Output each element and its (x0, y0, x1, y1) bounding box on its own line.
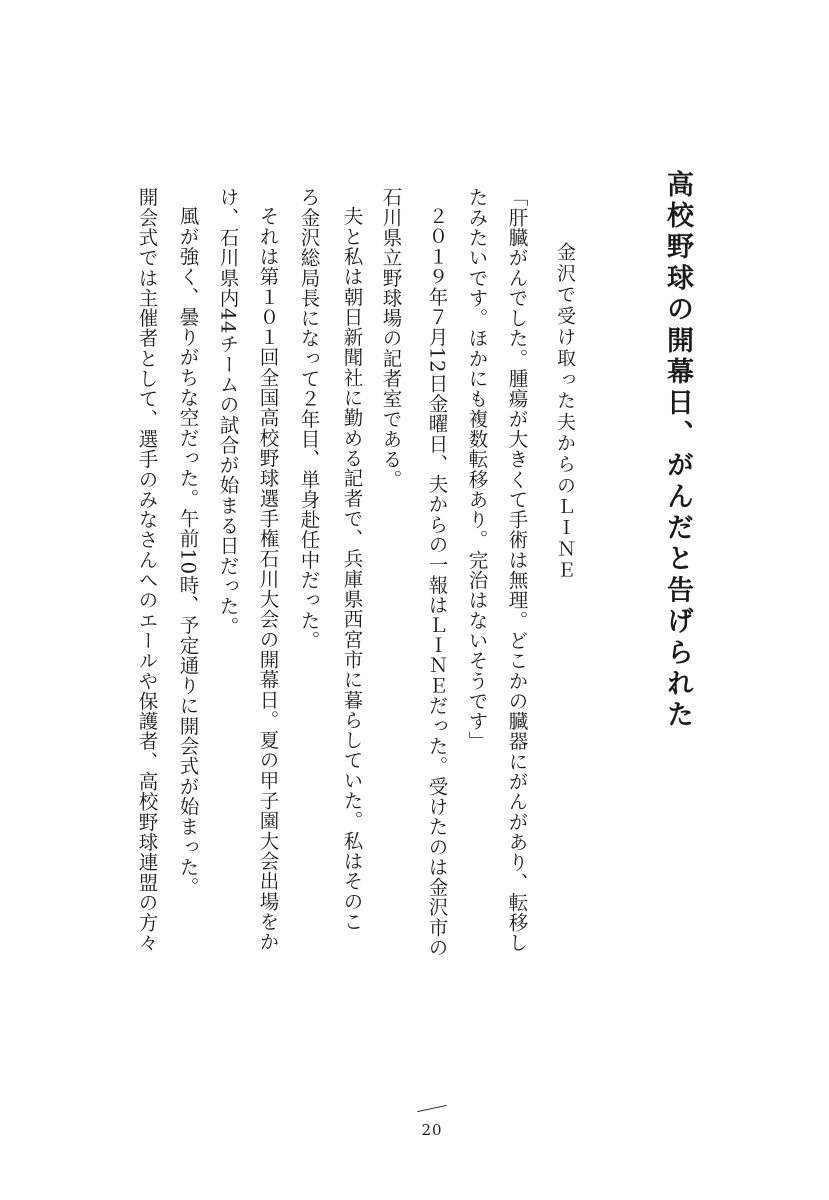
body-line: け、石川県内44チームの試合が始まる日だった。 (216, 187, 240, 637)
page-number: 20 (421, 1121, 443, 1139)
page-number-divider (417, 1105, 447, 1112)
chapter-title: 高校野球の開幕日、がんだと告げられた (662, 170, 693, 732)
body-line: たみたいです。ほかにも複数転移あり。完治はないそうです」 (465, 187, 489, 752)
body-line: ２０１９年７月12日金曜日、夫からの一報はＬＩＮＥだった。受けたのは金沢市の (425, 206, 449, 958)
body-line: 夫と私は朝日新聞社に勤める記者で、兵庫県西宮市に暮らしていた。私はそのこ (340, 206, 364, 932)
body-line: 石川県立野球場の記者室である。 (379, 187, 403, 490)
body-line: 開会式では主催者として、選手のみなさんへのエールや保護者、高校野球連盟の方々 (135, 187, 159, 953)
body-line: 「肝臓がんでした。腫瘍が大きくて手術は無理。どこかの臓器にがんがあり、転移し (505, 187, 529, 953)
body-line: 風が強く、曇りがちな空だった。午前10時、予定通りに開会式が始まった。 (176, 206, 200, 898)
body-line: ろ金沢総局長になって２年目、単身赴任中だった。 (297, 187, 321, 651)
body-line: それは第１０１回全国高校野球選手権石川大会の開幕日。夏の甲子園大会出場をか (256, 206, 280, 952)
chapter-subtitle: 金沢で受け取った夫からのＬＩＮＥ (554, 242, 576, 582)
